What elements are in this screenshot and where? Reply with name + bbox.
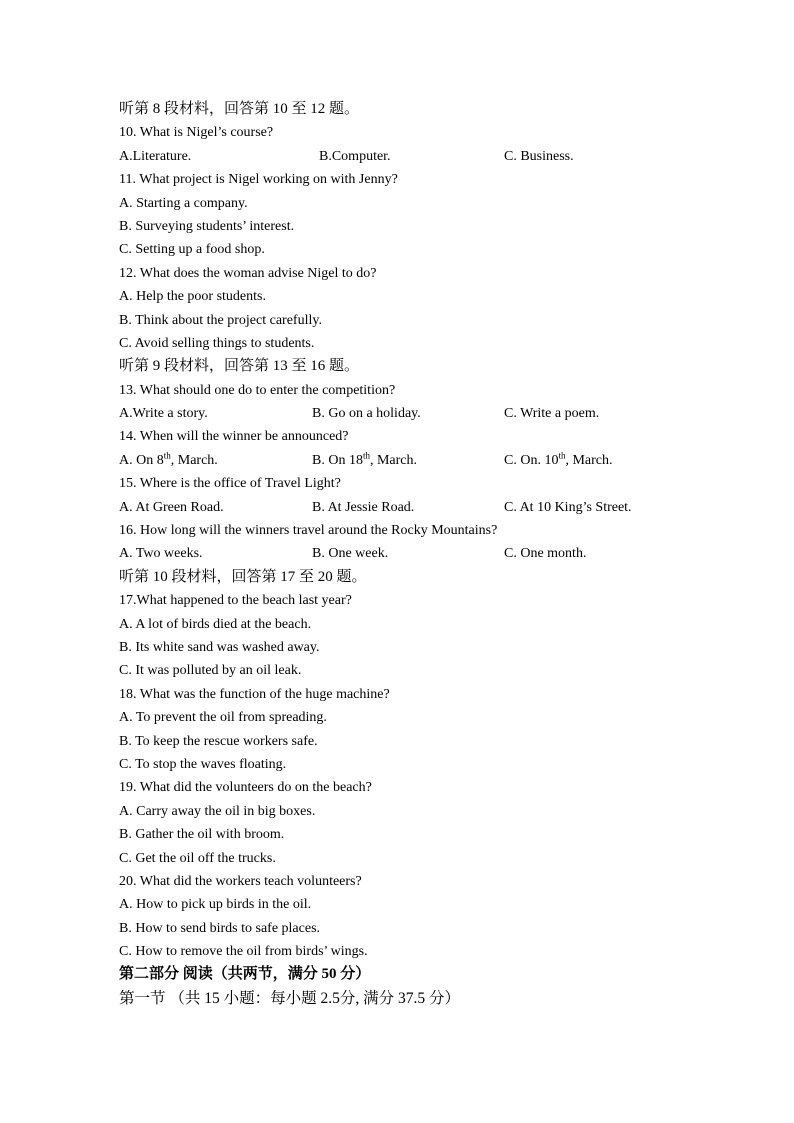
option-a: A. A lot of birds died at the beach. xyxy=(119,616,312,632)
option-b: B. Think about the project carefully. xyxy=(119,312,322,328)
option-b: B.Computer. xyxy=(319,148,391,164)
option-b: B. Surveying students’ interest. xyxy=(119,218,295,234)
option-c: C. Business. xyxy=(504,148,574,164)
question-16: 16. How long will the winners travel around the Rocky Mountains? xyxy=(119,523,498,539)
question-13: 13. What should one do to enter the competition? xyxy=(119,382,396,398)
exam-page xyxy=(119,98,679,1010)
option-c: C. At 10 King’s Street. xyxy=(504,499,632,515)
question-17: 17.What happened to the beach last year? xyxy=(119,593,352,609)
question-15-options xyxy=(119,496,679,519)
option-b: B. At Jessie Road. xyxy=(312,499,415,515)
option-b: B. How to send birds to safe places. xyxy=(119,920,321,936)
option-a: A. How to pick up birds in the oil. xyxy=(119,897,312,913)
question-10: 10. What is Nigel’s course? xyxy=(119,125,274,141)
question-10-options xyxy=(119,145,679,168)
option-b: B. Its white sand was washed away. xyxy=(119,639,320,655)
question-19: 19. What did the volunteers do on the beach? xyxy=(119,780,372,796)
option-a: A. To prevent the oil from spreading. xyxy=(119,710,327,726)
question-14: 14. When will the winner be announced? xyxy=(119,429,349,445)
option-a: A. On 8th, March. xyxy=(119,450,218,468)
section-heading-10: 听第 10 段材料，回答第 17 至 20 题。 xyxy=(119,568,367,585)
question-18: 18. What was the function of the huge machine? xyxy=(119,686,390,702)
part2-subheading: 第一节 （共 15 小题：每小题 2.5分, 满分 37.5 分） xyxy=(119,989,461,1007)
option-a: A. Starting a company. xyxy=(119,195,248,211)
option-c: C. Write a poem. xyxy=(504,406,600,422)
option-b: B. One week. xyxy=(312,546,389,562)
option-c: C. One month. xyxy=(504,546,587,562)
option-b: B. Go on a holiday. xyxy=(312,406,421,422)
option-b: B. Gather the oil with broom. xyxy=(119,827,285,843)
question-11: 11. What project is Nigel working on with Jenny? xyxy=(119,172,398,188)
question-12: 12. What does the woman advise Nigel to do? xyxy=(119,265,377,281)
option-b: B. To keep the rescue workers safe. xyxy=(119,733,318,749)
option-c: C. On. 10th, March. xyxy=(504,450,613,468)
option-a: A. Two weeks. xyxy=(119,546,203,562)
option-c: C. It was polluted by an oil leak. xyxy=(119,663,302,679)
option-a: A.Literature. xyxy=(119,148,192,164)
question-16-options xyxy=(119,542,679,565)
option-c: C. Get the oil off the trucks. xyxy=(119,850,276,866)
option-c: C. How to remove the oil from birds’ wings. xyxy=(119,944,368,960)
question-20: 20. What did the workers teach volunteers? xyxy=(119,873,362,889)
option-c: C. To stop the waves floating. xyxy=(119,756,287,772)
section-heading-8: 听第 8 段材料，回答第 10 至 12 题。 xyxy=(119,101,360,117)
option-a: A. Help the poor students. xyxy=(119,289,266,305)
option-c: C. Setting up a food shop. xyxy=(119,242,265,258)
part2-heading: 第二部分 阅读（共两节，满分 50 分） xyxy=(119,966,371,983)
option-c: C. Avoid selling things to students. xyxy=(119,335,315,351)
option-b: B. On 18th, March. xyxy=(312,450,418,468)
option-a: A. At Green Road. xyxy=(119,499,224,515)
question-15: 15. Where is the office of Travel Light? xyxy=(119,476,341,492)
section-heading-9: 听第 9 段材料，回答第 13 至 16 题。 xyxy=(119,358,360,375)
question-13-options xyxy=(119,402,679,425)
option-a: A.Write a story. xyxy=(119,406,208,422)
question-14-options xyxy=(119,449,679,472)
option-a: A. Carry away the oil in big boxes. xyxy=(119,803,316,819)
